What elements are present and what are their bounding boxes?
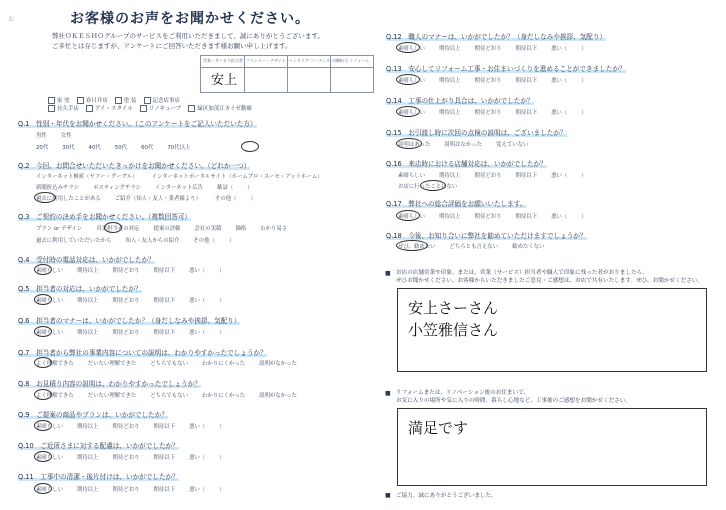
service-checkbox[interactable]: 緑区加茂江カイゼ動確 (188, 106, 252, 112)
answer-options: 過去に利用していただいたから 知人・友人からの紹介 その他（ ） (36, 238, 235, 244)
answer-options: 素晴らしい 期待以上 期待どおり 期待以下 悪い（ ） (36, 487, 225, 493)
staff-table-header: 工事担当 リフォーム (332, 58, 370, 63)
question-label: Q.6 担当者のマナーは、いかがでしたか？（身だしなみや挨拶、気配り） (18, 317, 241, 325)
intro-line-1: 弊社ＯＫＥＳＨＯグループのサービスをご利用いただきまして、誠にありがとうございます。 (52, 32, 324, 40)
answer-circle (34, 264, 52, 275)
panel2-note-line-2: お気に入りの場所や気に入りの時間、暮らし心地など、工事後のご感想をお聞かせください。 (396, 398, 631, 404)
bullet-icon: ■ (385, 390, 391, 397)
service-checkbox[interactable]: 家 塗 (48, 98, 70, 104)
panel2-handwriting: 満足です (408, 419, 469, 437)
comment-panel-2[interactable] (397, 408, 707, 486)
answer-options: 素晴らしい 期待以上 期待どおり 期待以下 悪い（ ） (36, 455, 225, 461)
bullet-icon: ■ (385, 492, 391, 499)
answer-circle (34, 357, 52, 368)
answer-options: 説明はあった 説明はなかった 覚えていない (398, 142, 529, 148)
question-label: Q.14 工事の仕上がり具合は、いかがでしたか？ (386, 97, 534, 105)
answer-circle (396, 138, 422, 149)
question-label: Q.16 来店時における店舗対応は、いかがでしたか？ (386, 160, 547, 168)
service-checkbox[interactable]: 長久手店 (48, 106, 79, 112)
answer-options: 素晴らしい 期待以上 期待どおり 期待以下 悪い（ ） (36, 424, 225, 430)
answer-circle (34, 294, 52, 305)
answer-circle (396, 106, 420, 117)
question-label: Q.15 お引渡し時に次回の点検の説明は、ございましたか？ (386, 129, 567, 137)
services-row (48, 96, 180, 104)
panel1-handwriting-line-1: 安上さーさん (408, 299, 499, 317)
panel1-handwriting-line-2: 小笠雅信さん (408, 321, 499, 339)
question-label: Q.10 ご近所さまに対する配慮は、いかがでしたか？ (18, 442, 179, 450)
staff-table-header: インテリア コーディネーター (289, 58, 342, 63)
answer-options: 男性 女性 (36, 133, 72, 139)
question-label: Q.5 担当者の対応は、いかがでしたか？ (18, 285, 142, 293)
answer-circle (396, 74, 420, 85)
page-number: お (8, 16, 15, 23)
answer-circle (34, 483, 52, 494)
answer-circle (34, 326, 52, 337)
answer-options: プラン or デザイン 営業担当者の対応 提案の評価 会社の実績 価格 わかり易さ (36, 226, 288, 232)
question-label: Q.4 受付時の電話対応は、いかがでしたか？ (18, 256, 155, 264)
answer-circle (34, 192, 56, 203)
service-checkbox[interactable]: 塗 装 (115, 98, 137, 104)
page-title: お客様のお声をお聞かせください。 (70, 11, 310, 27)
answer-circle (34, 389, 52, 400)
question-label: Q.17 弊社への総合評価をお願いいたします。 (386, 200, 527, 208)
answer-options: 素晴らしい 期待以上 期待どおり 期待以下 悪い（ ） (398, 46, 587, 52)
answer-options: 素晴らしい 期待以上 期待どおり 期待以下 悪い（ ） (36, 330, 225, 336)
question-label: Q.7 担当者から弊社の事業内容についての説明は、わかりやすかったでしょうか？ (18, 349, 267, 357)
services-row (48, 104, 252, 112)
question-label: Q.9 ご提案の商品やプランは、いかがでしたか？ (18, 411, 168, 419)
answer-options: 素晴らしい 期待以上 期待どおり 期待以下 悪い（ ） (398, 110, 587, 116)
question-label: Q.2 今回、お問合せいただいたきっかけをお聞かせください。（どれか一つ） (18, 162, 251, 170)
comment-panel-1[interactable] (397, 288, 707, 372)
answer-circle (104, 222, 122, 233)
staff-table (200, 55, 374, 93)
service-checkbox[interactable]: アイ・スタイル (86, 106, 133, 112)
answer-circle (241, 141, 259, 152)
answer-options: よく理解できた だいたい理解できた どちらでもない わかりにくかった 説明がなかった (36, 361, 297, 367)
answer-options: 素晴らしい 期待以上 期待どおり 期待以下 悪い（ ） (398, 173, 587, 179)
question-label: Q.12 職人のマナーは、いかがでしたか？（身だしなみや挨拶、気配り） (386, 33, 607, 41)
answer-options: お店に行ったことはない (398, 184, 458, 190)
answer-options: ぜひ、勧めたい どちらとも言えない 勧めたくない (398, 244, 545, 250)
panel1-note-line-1: お店の店舗営業や印象、または、営業（サービス）担当者や職人で印象に残った者がおりましたら、 (396, 270, 648, 276)
answer-options: 過去に利用したことがある ご紹介（知人・友人・業者様より） その他（ ） (36, 196, 256, 202)
intro-line-2: ご多忙とは存じますが、アンケートにご回答いただきます様お願い申し上げます。 (52, 42, 292, 50)
answer-options: 素晴らしい 期待以上 期待どおり 期待以下 悪い（ ） (36, 298, 225, 304)
question-label: Q.8 お見積り内容の説明は、わかりやすかったでしょうか？ (18, 380, 201, 388)
question-label: Q.13 安心してリフォーム工事・お住まいづくりを進めることができましたか？ (386, 65, 626, 73)
answer-options: 素晴らしい 期待以上 期待どおり 期待以下 悪い（ ） (36, 268, 225, 274)
answer-options: 新聞折込みチラシ ポスティングチラシ インターネット広告 雑誌（ ） (36, 185, 253, 191)
question-label: Q.1 性別・年代をお聞かせください。（このアンケートをご記入いただいた方） (18, 120, 257, 128)
answer-circle (396, 240, 428, 251)
answer-options: 素晴らしい 期待以上 期待どおり 期待以下 悪い（ ） (398, 78, 587, 84)
answer-options: インターネット検索（ヤフー・グーグル） インターネットポータルサイト（ホームプロ・スーモ・アットホーム） (36, 174, 323, 180)
question-label: Q.11 工事中の清潔・後片付けは、いかがでしたか？ (18, 473, 179, 481)
panel2-note-line-1: リフォームまたは、リノベーション後のお住まいで、 (396, 390, 530, 396)
service-checkbox[interactable]: 春日井店 (77, 98, 108, 104)
answer-circle (420, 180, 446, 191)
question-label: Q.18 今後、お知り合いに弊社を勧めていただけますでしょうか？ (386, 232, 587, 240)
staff-table-header: プランナー・デザイナー (246, 58, 290, 63)
answer-circle (34, 420, 52, 431)
answer-options: 素晴らしい 期待以上 期待どおり 期待以下 悪い（ ） (398, 214, 587, 220)
bullet-icon: ■ (385, 270, 391, 277)
answer-circle (396, 42, 420, 53)
service-checkbox[interactable]: 記念店事店 (144, 98, 181, 104)
staff-handwriting: 安上 (211, 73, 238, 88)
panel1-note-line-2: ぜひお聞かせください。お客様からいただきましたご意見・ご感想は、お店で共有いたします。ぜひ、お聞かせください。 (396, 278, 703, 284)
answer-options: よく理解できた だいたい理解できた どちらでもない わかりにくかった 説明がなかった (36, 393, 297, 399)
footer-thanks: ご協力、誠にありがとうございました。 (396, 493, 497, 499)
answer-circle (34, 451, 52, 462)
answer-options: 20代 30代 40代 50代 60代 70代以上 (36, 145, 191, 151)
service-checkbox[interactable]: リノキューブ (140, 106, 181, 112)
answer-circle (396, 210, 420, 221)
question-label: Q.3 ご契約の決め手をお聞かせください。（複数回答可） (18, 213, 192, 221)
staff-table-header: 営業・サービス担当者 (203, 58, 243, 63)
